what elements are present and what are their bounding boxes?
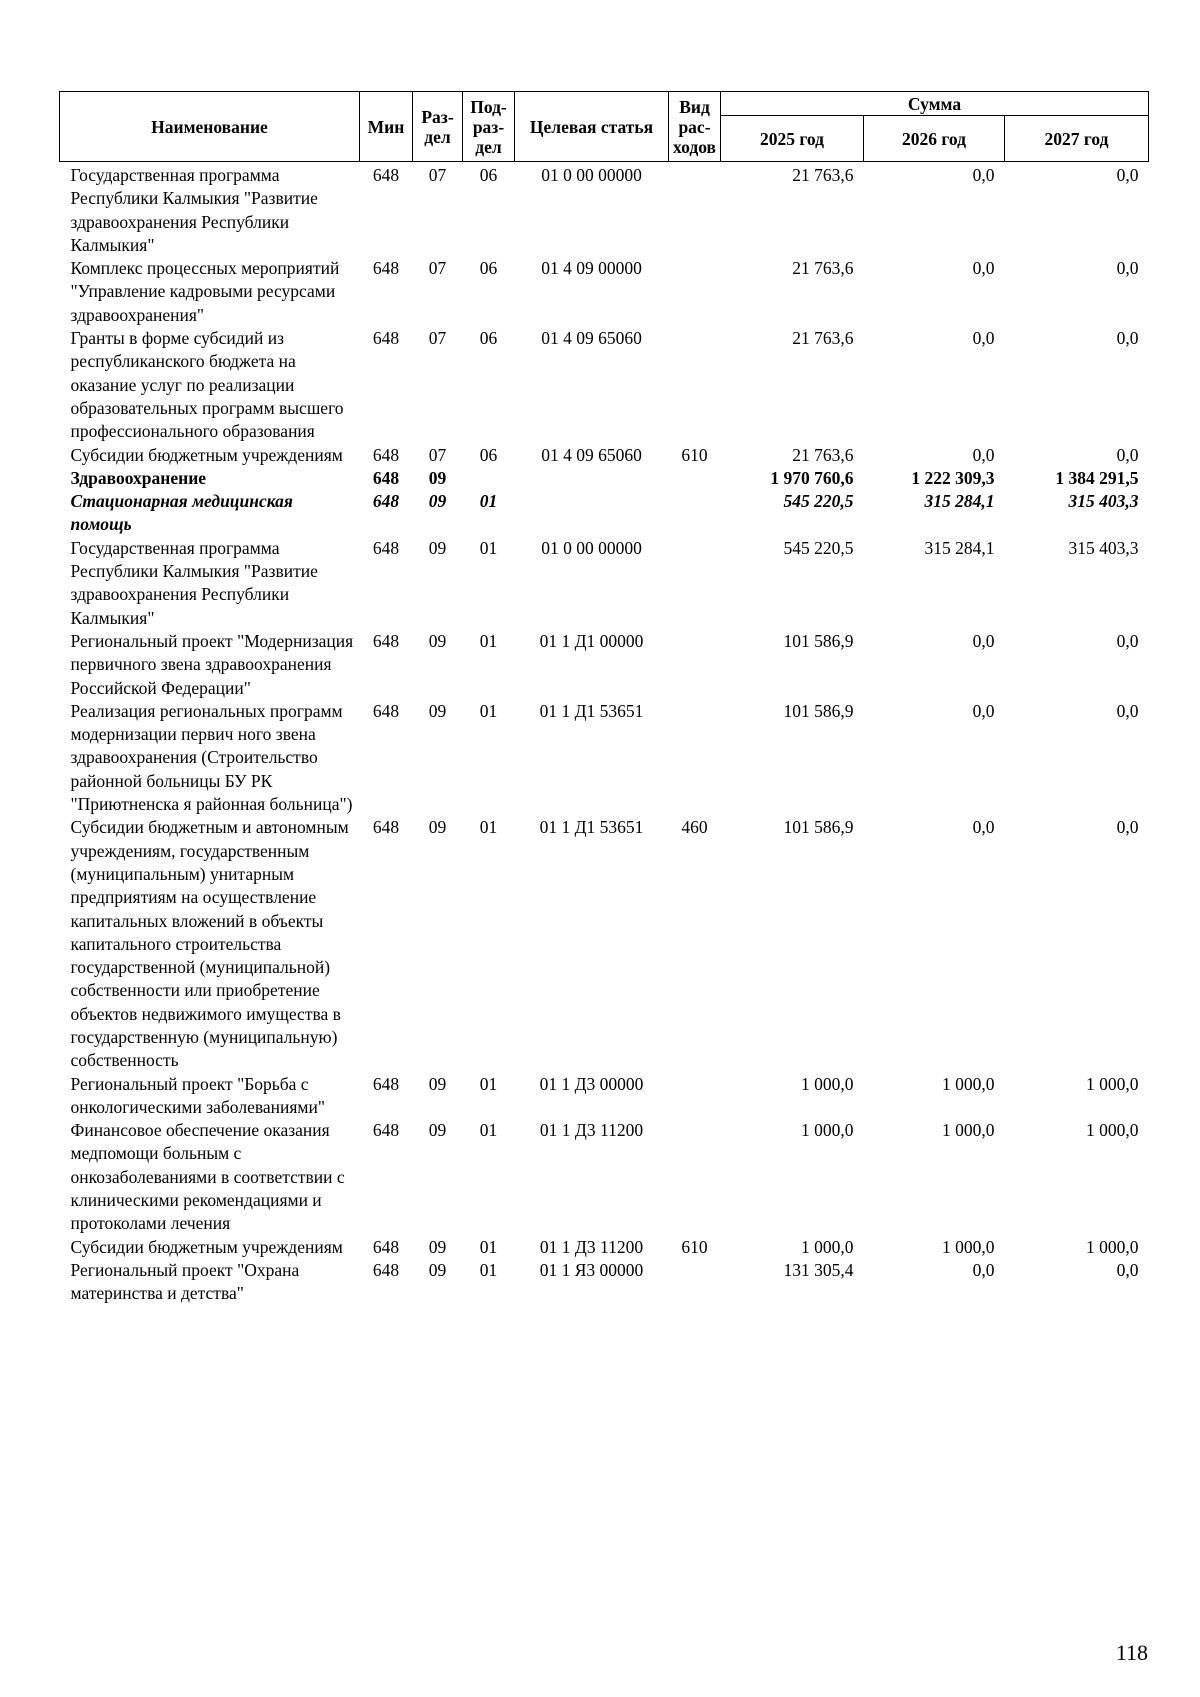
- cell-podrazdel: 01: [479, 630, 498, 651]
- cell-sum-2026: 0,0: [972, 700, 995, 721]
- cell-vid-rashodov: 610: [681, 444, 708, 465]
- cell-name: Стационарная медицинская помощь: [70, 491, 293, 535]
- cell-min: 648: [372, 630, 400, 651]
- cell-vid-rashodov: 460: [681, 817, 708, 838]
- cell-sum-2027: 0,0: [1116, 817, 1139, 838]
- cell-razdel: 09: [428, 817, 447, 838]
- table-row: [60, 327, 1149, 443]
- cell-sum-2025: 131 305,4: [783, 1259, 854, 1280]
- cell-name: Государственная программа Республики Калмыкия "Развитие здравоохранения Республики Калмыкия": [70, 165, 318, 255]
- cell-sum-2025: 545 220,5: [783, 491, 854, 512]
- cell-name: Реализация региональных программ модернизации первич ного звена здравоохранения (Строительство районной больницы БУ РК "Приютненска я районная больница"): [70, 700, 353, 815]
- cell-name: Региональный проект "Модернизация первичного звена здравоохранения Российской Федерации": [70, 630, 354, 698]
- cell-sum-2027: 1 384 291,5: [1055, 467, 1139, 488]
- cell-vid-rashodov: [669, 1073, 721, 1120]
- header-razdel: Раз-дел: [413, 92, 463, 162]
- cell-celevaya-statya: 01 1 Д1 53651: [539, 700, 644, 721]
- table-row: [60, 467, 1149, 490]
- cell-sum-2025: 21 763,6: [792, 258, 854, 279]
- cell-razdel: 09: [428, 1236, 447, 1257]
- cell-vid-rashodov: [669, 1119, 721, 1235]
- cell-sum-2025: 21 763,6: [792, 165, 854, 185]
- cell-sum-2026: 0,0: [972, 328, 995, 349]
- table-row: [60, 490, 1149, 537]
- cell-sum-2027: 0,0: [1116, 165, 1139, 185]
- table-row: [60, 1073, 1149, 1120]
- cell-sum-2027: 315 403,3: [1068, 491, 1139, 512]
- cell-min: 648: [372, 1120, 400, 1141]
- header-year-2025: 2025 год: [721, 116, 864, 162]
- cell-vid-rashodov: 610: [681, 1236, 708, 1257]
- cell-razdel: 09: [428, 1073, 447, 1094]
- cell-sum-2027: 0,0: [1116, 328, 1139, 349]
- cell-podrazdel: 01: [479, 700, 498, 721]
- cell-podrazdel: 06: [479, 258, 498, 279]
- cell-name: Гранты в форме субсидий из республиканского бюджета на оказание услуг по реализации образовательных программ высшего профессионального образования: [70, 328, 344, 442]
- cell-podrazdel: 01: [479, 817, 498, 838]
- cell-podrazdel: 01: [479, 537, 498, 558]
- cell-sum-2025: 21 763,6: [792, 444, 854, 465]
- cell-podrazdel: 06: [479, 444, 498, 465]
- cell-sum-2026: 1 000,0: [942, 1073, 995, 1094]
- cell-sum-2026: 1 000,0: [942, 1120, 995, 1141]
- cell-sum-2026: 0,0: [972, 1259, 995, 1280]
- cell-vid-rashodov: [669, 162, 721, 258]
- cell-razdel: 07: [428, 328, 447, 349]
- cell-name: Субсидии бюджетным учреждениям: [70, 1236, 343, 1257]
- cell-razdel: 07: [428, 258, 447, 279]
- cell-sum-2026: 0,0: [972, 444, 995, 465]
- cell-celevaya-statya: 01 1 Д3 00000: [539, 1073, 644, 1094]
- cell-min: 648: [372, 467, 400, 488]
- cell-min: 648: [372, 1236, 400, 1257]
- cell-min: 648: [372, 444, 400, 465]
- cell-celevaya-statya: [515, 467, 669, 490]
- cell-min: 648: [372, 328, 400, 349]
- cell-sum-2025: 101 586,9: [783, 817, 854, 838]
- cell-podrazdel: 01: [479, 1259, 498, 1280]
- cell-razdel: 09: [428, 537, 447, 558]
- cell-celevaya-statya: [515, 490, 669, 537]
- cell-celevaya-statya: 01 1 Д1 00000: [539, 630, 644, 651]
- cell-min: 648: [372, 258, 400, 279]
- header-year-2027: 2027 год: [1005, 116, 1149, 162]
- cell-sum-2027: 0,0: [1116, 258, 1139, 279]
- cell-celevaya-statya: 01 0 00 00000: [541, 165, 642, 185]
- cell-min: 648: [372, 700, 400, 721]
- cell-razdel: 09: [428, 467, 447, 488]
- cell-sum-2026: 315 284,1: [924, 491, 995, 512]
- cell-name: Комплекс процессных мероприятий "Управление кадровыми ресурсами здравоохранения": [70, 258, 340, 325]
- cell-vid-rashodov: [669, 490, 721, 537]
- header-min: Мин: [360, 92, 413, 162]
- header-name: Наименование: [60, 92, 360, 162]
- cell-podrazdel: 01: [479, 491, 498, 512]
- cell-min: 648: [372, 1259, 400, 1280]
- table-row: [60, 1119, 1149, 1235]
- table-row: [60, 1259, 1149, 1306]
- cell-sum-2026: 0,0: [972, 817, 995, 838]
- table-row: [60, 444, 1149, 467]
- cell-razdel: 09: [428, 1120, 447, 1141]
- cell-celevaya-statya: 01 1 Я3 00000: [539, 1259, 644, 1280]
- cell-razdel: 09: [428, 1259, 447, 1280]
- cell-sum-2025: 1 970 760,6: [770, 467, 854, 488]
- cell-name: Региональный проект "Охрана материнства и детства": [70, 1259, 300, 1304]
- header-year-2026: 2026 год: [864, 116, 1005, 162]
- cell-razdel: 09: [428, 491, 447, 512]
- cell-sum-2025: 21 763,6: [792, 328, 854, 349]
- table-row: [60, 630, 1149, 700]
- cell-razdel: 07: [428, 165, 447, 185]
- cell-sum-2025: 545 220,5: [783, 537, 854, 558]
- cell-name: Региональный проект "Борьба с онкологическими заболеваниями": [70, 1073, 325, 1117]
- cell-name: Здравоохранение: [70, 467, 207, 488]
- table-row: [60, 537, 1149, 630]
- header-vid: Вид рас-ходов: [669, 92, 721, 162]
- cell-celevaya-statya: 01 1 Д3 11200: [539, 1120, 644, 1141]
- cell-sum-2025: 1 000,0: [801, 1236, 854, 1257]
- cell-vid-rashodov: [669, 537, 721, 630]
- cell-sum-2026: 1 000,0: [942, 1236, 995, 1257]
- cell-sum-2027: 1 000,0: [1086, 1073, 1139, 1094]
- budget-table: [59, 91, 1149, 1306]
- cell-sum-2025: 101 586,9: [783, 630, 854, 651]
- cell-sum-2026: 0,0: [972, 630, 995, 651]
- table-row: [60, 162, 1149, 258]
- cell-podrazdel: 01: [479, 1236, 498, 1257]
- cell-sum-2027: 0,0: [1116, 630, 1139, 651]
- cell-vid-rashodov: [669, 630, 721, 700]
- cell-sum-2026: 0,0: [972, 165, 995, 185]
- cell-sum-2027: 0,0: [1116, 1259, 1139, 1280]
- cell-celevaya-statya: 01 1 Д1 53651: [539, 817, 644, 838]
- cell-podrazdel: 06: [479, 328, 498, 349]
- table-body: [60, 162, 1149, 1306]
- cell-sum-2027: 0,0: [1116, 444, 1139, 465]
- cell-razdel: 07: [428, 444, 447, 465]
- cell-celevaya-statya: 01 1 Д3 11200: [539, 1236, 644, 1257]
- cell-name: Государственная программа Республики Калмыкия "Развитие здравоохранения Республики Калмыкия": [70, 537, 318, 628]
- cell-min: 648: [372, 537, 400, 558]
- header-summa: Сумма: [721, 92, 1149, 116]
- cell-vid-rashodov: [669, 257, 721, 327]
- cell-sum-2025: 1 000,0: [801, 1073, 854, 1094]
- table-row: [60, 1236, 1149, 1259]
- cell-sum-2025: 1 000,0: [801, 1120, 854, 1141]
- cell-vid-rashodov: [669, 700, 721, 816]
- cell-min: 648: [372, 817, 400, 838]
- cell-vid-rashodov: [669, 327, 721, 443]
- cell-sum-2027: 315 403,3: [1068, 537, 1139, 558]
- cell-podrazdel: 01: [479, 1073, 498, 1094]
- cell-sum-2027: 1 000,0: [1086, 1120, 1139, 1141]
- cell-vid-rashodov: [669, 467, 721, 490]
- cell-sum-2027: 0,0: [1116, 700, 1139, 721]
- header-podrazdel: Под-раз-дел: [463, 92, 515, 162]
- table-row: [60, 700, 1149, 816]
- cell-podrazdel: 06: [479, 165, 498, 185]
- header-celevaya: Целевая статья: [515, 92, 669, 162]
- page-number: 118: [1115, 1640, 1148, 1665]
- cell-sum-2025: 101 586,9: [783, 700, 854, 721]
- cell-min: 648: [372, 491, 400, 512]
- cell-sum-2027: 1 000,0: [1086, 1236, 1139, 1257]
- cell-sum-2026: 0,0: [972, 258, 995, 279]
- cell-podrazdel: 01: [479, 1120, 498, 1141]
- cell-razdel: 09: [428, 630, 447, 651]
- cell-min: 648: [372, 165, 400, 185]
- cell-min: 648: [372, 1073, 400, 1094]
- cell-name: Субсидии бюджетным учреждениям: [70, 444, 343, 465]
- table-row: [60, 816, 1149, 1072]
- cell-name: Субсидии бюджетным и автономным учреждениям, государственным (муниципальным) унитарным предприятиям на осуществление капитальных вложений в объекты капитального строительства государственной (муниципальной) собственности или приобретение объектов недвижимого имущества в государственную (муниципальную) собственность: [70, 817, 349, 1071]
- cell-razdel: 09: [428, 700, 447, 721]
- cell-name: Финансовое обеспечение оказания медпомощи больным с онкозаболеваниями в соответствии с клиническими рекомендациями и протоколами лечения: [70, 1120, 345, 1234]
- cell-sum-2026: 1 222 309,3: [911, 467, 995, 488]
- cell-celevaya-statya: 01 4 09 00000: [541, 258, 642, 279]
- table-row: [60, 257, 1149, 327]
- cell-podrazdel: [463, 467, 515, 490]
- cell-celevaya-statya: 01 4 09 65060: [541, 328, 642, 349]
- cell-vid-rashodov: [669, 1259, 721, 1306]
- cell-celevaya-statya: 01 0 00 00000: [541, 537, 642, 558]
- cell-sum-2026: 315 284,1: [924, 537, 995, 558]
- cell-celevaya-statya: 01 4 09 65060: [541, 444, 642, 465]
